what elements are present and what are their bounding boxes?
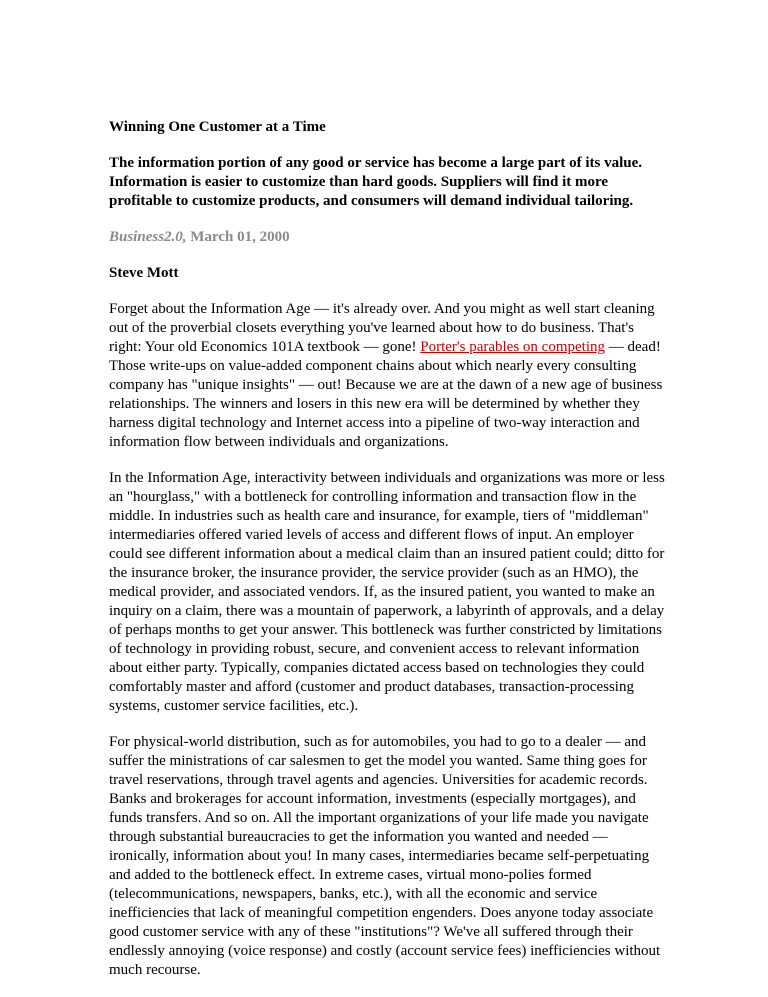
article-source <box>109 228 669 247</box>
article <box>109 118 669 997</box>
article-summary: The information portion of any good or service has become a large part of its value. Information is easier to customize than hard goods. Suppliers will find it more profitable to customize products, and consumers will demand individual tailoring. <box>109 155 643 209</box>
paragraph-1-after: — dead! Those write-ups on value-added component chains about which nearly every consulting company has "unique insights" — out! Because we are at the dawn of a new age of business relationships. The winners and losers in this new era will be determined by whether they harness digital technology and Internet access into a pipeline of two-way interaction and information flow between individuals and organizations. <box>109 339 663 450</box>
source-publication: Business2.0, <box>109 229 187 245</box>
paragraph-2: In the Information Age, interactivity between individuals and organizations was more or less an "hourglass," with a bottleneck for controlling information and transaction flow in the middle. In industries such as health care and insurance, for example, tiers of "middleman" intermediaries offered varied levels of access and different flows of input. An employer could see different information about a medical claim than an insured patient could; ditto for the insurance broker, the insurance provider, the service provider (such as an HMO), the medical provider, and associated vendors. If, as the insured patient, you wanted to make an inquiry on a claim, there was a mountain of paperwork, a labyrinth of approvals, and a delay of perhaps months to get your answer. This bottleneck was further constricted by limitations of technology in providing robust, secure, and convenient access to relevant information about either party. Typically, companies dictated access based on technologies they could comfortably master and afford (customer and product databases, transaction-processing systems, customer service facilities, etc.). <box>109 470 665 714</box>
article-title: Winning One Customer at a Time <box>109 119 326 135</box>
paragraph-3: For physical-world distribution, such as for automobiles, you had to go to a dealer — and suffer the ministrations of car salesmen to get the model you wanted. Same thing goes for travel reservations, through travel agents and agencies. Universities for academic records. Banks and brokerages for account information, investments (especially mortgages), and funds transfers. And so on. All the important organizations of your life made you navigate through substantial bureaucracies to get the information you wanted and needed — ironically, information about you! In many cases, intermediaries became self-perpetuating and added to the bottleneck effect. In extreme cases, virtual mono-polies formed (telecommunications, newspapers, banks, etc.), with all the economic and service inefficiencies that lack of meaningful competition engenders. Does anyone today associate good customer service with any of these "institutions"? We've all suffered through their endlessly annoying (voice response) and costly (account service fees) inefficiencies without much recourse. <box>109 734 661 978</box>
porters-parables-link[interactable]: Porter's parables on competing <box>420 339 605 355</box>
source-date: March 01, 2000 <box>186 229 290 245</box>
paragraph-1-before: Forget about the Information Age — it's already over. And you might as well start cleaning out of the proverbial closets everything you've learned about how to do business. That's right: Your old Economics 101A textbook — gone! <box>109 301 655 355</box>
article-author: Steve Mott <box>109 265 179 281</box>
paragraph-1 <box>109 300 669 452</box>
